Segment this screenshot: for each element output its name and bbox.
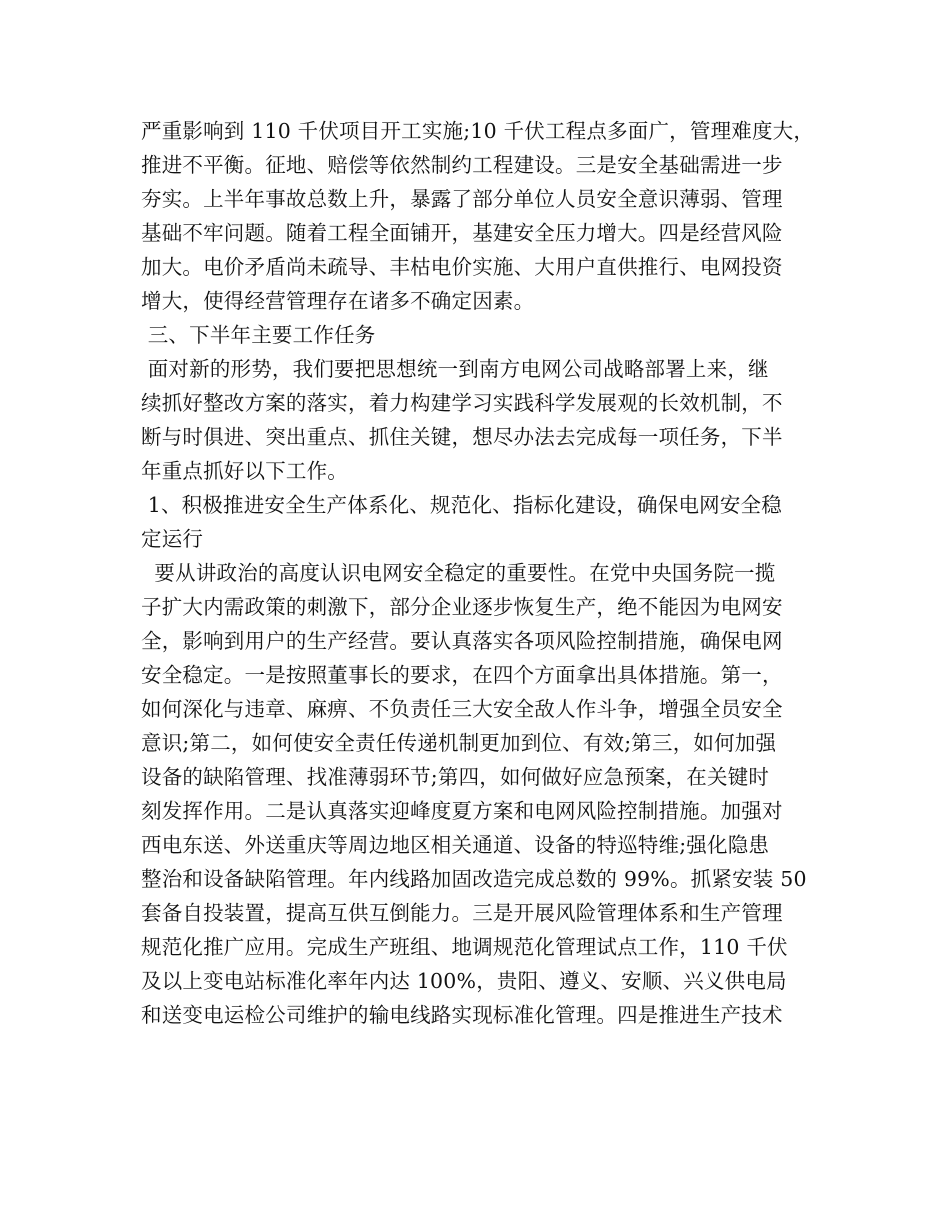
text-line: 推进不平衡。征地、赔偿等依然制约工程建设。三是安全基础需进一步	[141, 153, 783, 177]
text-line: 设备的缺陷管理、找准薄弱环节;第四，如何做好应急预案，在关键时	[141, 765, 770, 789]
text-line: 面对新的形势，我们要把思想统一到南方电网公司战略部署上来，继	[141, 357, 769, 381]
subsection-heading: 定运行	[141, 527, 204, 551]
text-line: 意识;第二，如何使安全责任传递机制更加到位、有效;第三，如何加强	[141, 731, 777, 755]
document-body	[141, 114, 831, 1032]
text-line: 如何深化与违章、麻痹、不负责任三大安全敌人作斗争，增强全员安全	[141, 697, 783, 721]
text-line: 基础不牢问题。随着工程全面铺开，基建安全压力增大。四是经营风险	[141, 221, 783, 245]
subsection-heading: 1、积极推进安全生产体系化、规范化、指标化建设，确保电网安全稳	[141, 493, 782, 517]
text-line: 西电东送、外送重庆等周边地区相关通道、设备的特巡特维;强化隐患	[141, 833, 770, 857]
text-line: 刻发挥作用。二是认真落实迎峰度夏方案和电网风险控制措施。加强对	[141, 799, 783, 823]
text-line: 年重点抓好以下工作。	[141, 459, 348, 483]
text-line: 和送变电运检公司维护的输电线路实现标准化管理。四是推进生产技术	[141, 1003, 783, 1027]
text-line: 规范化推广应用。完成生产班组、地调规范化管理试点工作，110 千伏	[141, 935, 788, 959]
text-line: 增大，使得经营管理存在诸多不确定因素。	[141, 289, 535, 313]
text-line: 续抓好整改方案的落实，着力构建学习实践科学发展观的长效机制，不	[141, 391, 783, 415]
text-line: 全，影响到用户的生产经营。要认真落实各项风险控制措施，确保电网	[141, 629, 783, 653]
text-line: 夯实。上半年事故总数上升，暴露了部分单位人员安全意识薄弱、管理	[141, 187, 783, 211]
text-line: 要从讲政治的高度认识电网安全稳定的重要性。在党中央国务院一揽	[141, 561, 776, 585]
text-line: 安全稳定。一是按照董事长的要求，在四个方面拿出具体措施。第一，	[141, 663, 783, 687]
text-line: 整治和设备缺陷管理。年内线路加固改造完成总数的 99%。抓紧安装 50	[141, 867, 807, 891]
text-line: 断与时俱进、突出重点、抓住关键，想尽办法去完成每一项任务，下半	[141, 425, 783, 449]
text-line: 严重影响到 110 千伏项目开工实施;10 千伏工程点多面广，管理难度大，	[141, 119, 815, 143]
text-line: 及以上变电站标准化率年内达 100%，贵阳、遵义、安顺、兴义供电局	[141, 969, 787, 993]
section-heading: 三、下半年主要工作任务	[141, 323, 376, 347]
text-line: 套备自投装置，提高互供互倒能力。三是开展风险管理体系和生产管理	[141, 901, 783, 925]
text-line: 子扩大内需政策的刺激下，部分企业逐步恢复生产，绝不能因为电网安	[141, 595, 783, 619]
text-line: 加大。电价矛盾尚未疏导、丰枯电价实施、大用户直供推行、电网投资	[141, 255, 783, 279]
